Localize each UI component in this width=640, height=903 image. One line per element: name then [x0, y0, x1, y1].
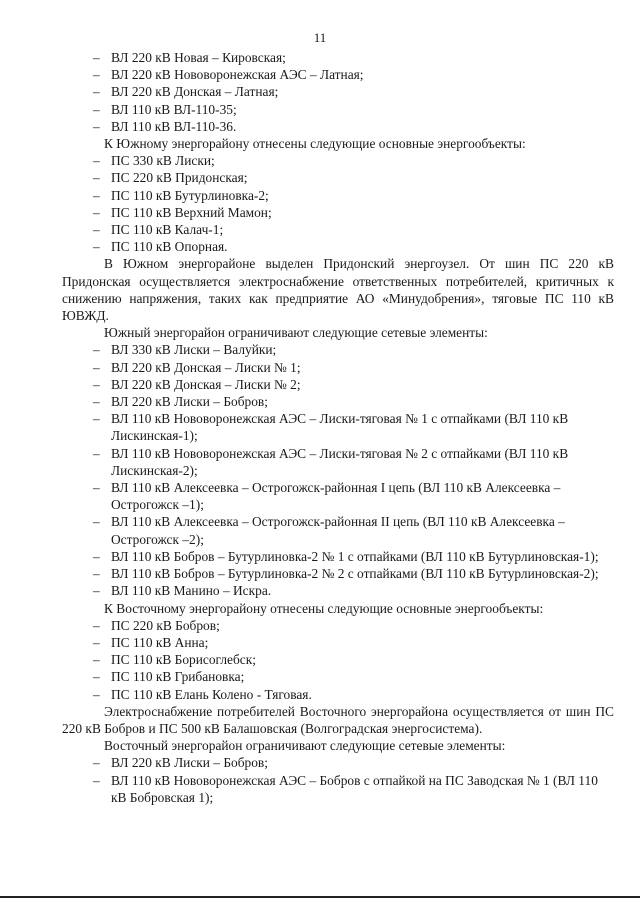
list-item-text: ВЛ 110 кВ ВЛ-110-35;: [111, 101, 237, 117]
list-dash: –: [93, 566, 100, 582]
list-item-text: ПС 110 кВ Елань Колено - Тяговая.: [111, 686, 312, 702]
list-item: [62, 187, 614, 204]
list-item-text: ВЛ 220 кВ Лиски – Бобров;: [111, 755, 268, 771]
page-bottom-edge: [0, 896, 640, 898]
list-item-text: ПС 110 кВ Верхний Мамон;: [111, 204, 272, 220]
list-item-text: ВЛ 110 кВ Манино – Искра.: [111, 583, 272, 599]
list-dash: –: [93, 755, 100, 771]
list-item: [62, 513, 614, 547]
list-dash: –: [93, 239, 100, 255]
list-item: [62, 634, 614, 651]
list-item: [62, 393, 614, 410]
south-node-paragraph: В Южном энергорайоне выделен Придонский энергоузел. От шин ПС 220 кВ Придонская осуществляется электроснабжение ответственных потребителей, критичных к снижению напряжения, таких как предприятие АО «Минудобрения», тяговые ПС 110 кВ ЮВЖД.: [62, 256, 614, 324]
list-item-text: ВЛ 220 кВ Новая – Кировская;: [111, 50, 286, 65]
list-item-text: ПС 110 кВ Борисоглебск;: [111, 652, 256, 668]
list-dash: –: [93, 548, 100, 564]
list-item-text: ПС 110 кВ Калач-1;: [111, 222, 224, 238]
list-item-text: ПС 110 кВ Анна;: [111, 634, 209, 650]
list-item: [62, 565, 614, 582]
list-item: [62, 445, 614, 479]
list-item: [62, 582, 614, 599]
list-item-text: ПС 110 кВ Бутурлиновка-2;: [111, 187, 269, 203]
list-item-text: ВЛ 220 кВ Донская – Лиски № 1;: [111, 359, 301, 375]
list-item: [62, 651, 614, 668]
list-dash: –: [93, 118, 100, 134]
list-dash: –: [93, 187, 100, 203]
list-dash: –: [93, 583, 100, 599]
list-item-text: ПС 220 кВ Бобров;: [111, 617, 220, 633]
list-item-text: ПС 110 кВ Опорная.: [111, 239, 228, 255]
list-dash: –: [93, 170, 100, 186]
east-objects-intro: К Восточному энергорайону отнесены следующие основные энергообъекты:: [104, 600, 544, 616]
list-dash: –: [93, 394, 100, 410]
list-dash: –: [93, 67, 100, 83]
list-dash: –: [93, 634, 100, 650]
list-item: [62, 772, 614, 806]
list-item: [62, 118, 614, 135]
list-item: [62, 221, 614, 238]
list-south-objects: [62, 152, 614, 255]
list-east-objects: [62, 617, 614, 703]
south-objects-intro: К Южному энергорайону отнесены следующие основные энергообъекты:: [104, 136, 526, 152]
list-item: [62, 617, 614, 634]
list-item: [62, 548, 614, 565]
list-item: [62, 754, 614, 771]
list-dash: –: [93, 359, 100, 375]
list-transit-lines: [62, 49, 614, 135]
list-item: [62, 49, 614, 66]
list-item: [62, 479, 614, 513]
list-dash: –: [93, 204, 100, 220]
list-item-text: ВЛ 110 кВ Нововоронежская АЭС – Лиски-тяговая № 1 с отпайками (ВЛ 110 кВ Лискинская-1);: [111, 411, 569, 444]
list-dash: –: [93, 514, 100, 530]
page-number: 11: [313, 30, 327, 45]
list-east-limits: [62, 754, 614, 806]
list-dash: –: [93, 84, 100, 100]
list-item-text: ВЛ 110 кВ ВЛ-110-36.: [111, 118, 237, 134]
list-item-text: ВЛ 330 кВ Лиски – Валуйки;: [111, 342, 277, 358]
list-dash: –: [93, 617, 100, 633]
list-item-text: ВЛ 220 кВ Нововоронежская АЭС – Латная;: [111, 67, 364, 83]
south-limits-intro: Южный энергорайон ограничивают следующие сетевые элементы:: [104, 325, 488, 341]
list-item-text: ВЛ 110 кВ Бобров – Бутурлиновка-2 № 1 с отпайками (ВЛ 110 кВ Бутурлиновская-1);: [111, 548, 599, 564]
list-item: [62, 66, 614, 83]
list-item: [62, 152, 614, 169]
list-south-limits: [62, 341, 614, 599]
list-item-text: ВЛ 110 кВ Нововоронежская АЭС – Лиски-тяговая № 2 с отпайками (ВЛ 110 кВ Лискинская-2);: [111, 445, 569, 478]
list-item: [62, 169, 614, 186]
list-dash: –: [93, 669, 100, 685]
list-dash: –: [93, 342, 100, 358]
list-dash: –: [93, 153, 100, 169]
list-dash: –: [93, 652, 100, 668]
list-dash: –: [93, 445, 100, 461]
list-dash: –: [93, 101, 100, 117]
list-item-text: ВЛ 110 кВ Алексеевка – Острогожск-районная I цепь (ВЛ 110 кВ Алексеевка – Острогожск –1);: [111, 480, 561, 513]
list-dash: –: [93, 376, 100, 392]
list-item-text: ПС 110 кВ Грибановка;: [111, 669, 245, 685]
list-item-text: ВЛ 220 кВ Донская – Латная;: [111, 84, 279, 100]
list-item: [62, 410, 614, 444]
list-item-text: ПС 330 кВ Лиски;: [111, 153, 215, 169]
list-item: [62, 376, 614, 393]
list-dash: –: [93, 480, 100, 496]
list-item: [62, 341, 614, 358]
list-item-text: ВЛ 110 кВ Алексеевка – Острогожск-районная II цепь (ВЛ 110 кВ Алексеевка – Острогожск –2);: [111, 514, 565, 547]
list-dash: –: [93, 50, 100, 65]
list-dash: –: [93, 222, 100, 238]
list-item-text: ВЛ 220 кВ Лиски – Бобров;: [111, 394, 268, 410]
list-item-text: ВЛ 110 кВ Нововоронежская АЭС – Бобров с отпайкой на ПС Заводская № 1 (ВЛ 110 кВ Бобровская 1);: [111, 772, 598, 805]
east-limits-intro: Восточный энергорайон ограничивают следующие сетевые элементы:: [104, 738, 506, 754]
list-dash: –: [93, 411, 100, 427]
document-body: [62, 49, 614, 806]
list-item-text: ВЛ 220 кВ Донская – Лиски № 2;: [111, 376, 301, 392]
list-dash: –: [93, 686, 100, 702]
list-item: [62, 101, 614, 118]
list-item-text: ПС 220 кВ Придонская;: [111, 170, 248, 186]
list-item: [62, 238, 614, 255]
east-supply-paragraph: Электроснабжение потребителей Восточного энергорайона осуществляется от шин ПС 220 кВ Бобров и ПС 500 кВ Балашовская (Волгоградская энергосистема).: [62, 703, 614, 736]
list-item: [62, 359, 614, 376]
list-item: [62, 83, 614, 100]
list-item: [62, 204, 614, 221]
list-item: [62, 686, 614, 703]
list-item: [62, 668, 614, 685]
list-item-text: ВЛ 110 кВ Бобров – Бутурлиновка-2 № 2 с отпайками (ВЛ 110 кВ Бутурлиновская-2);: [111, 566, 599, 582]
list-dash: –: [93, 772, 100, 788]
